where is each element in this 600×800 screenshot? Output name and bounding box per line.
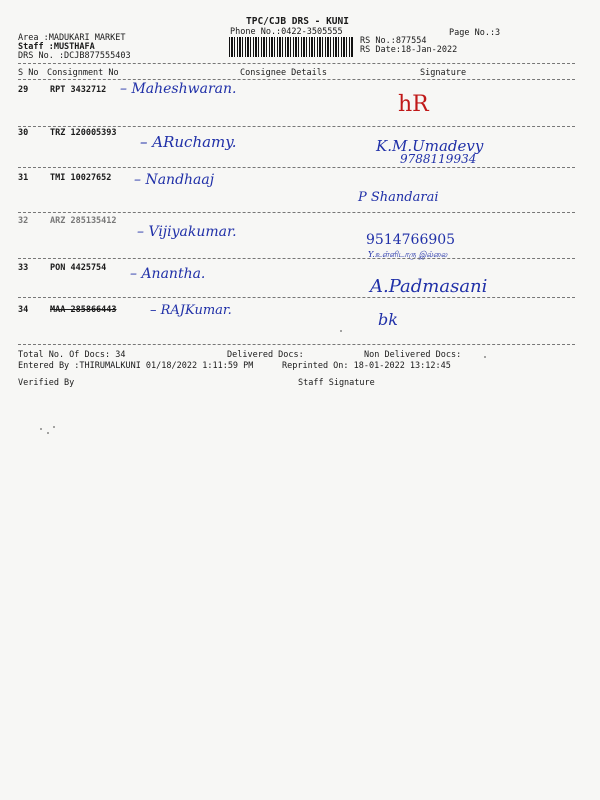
signature-handwriting: hR bbox=[398, 92, 429, 117]
signature-handwriting: bk bbox=[378, 310, 398, 329]
col-sno: S No bbox=[18, 68, 39, 78]
row-consignment: MAA 285866443 bbox=[50, 305, 117, 315]
row-sno: 33 bbox=[18, 263, 29, 273]
scan-speck bbox=[484, 356, 486, 358]
col-consignment: Consignment No bbox=[47, 68, 119, 78]
row-consignment: TMI 10027652 bbox=[50, 173, 112, 183]
barcode bbox=[229, 37, 354, 57]
row-sno: 32 bbox=[18, 216, 29, 226]
staff-signature: Staff Signature bbox=[298, 378, 375, 388]
divider bbox=[18, 79, 575, 80]
consignee-handwriting: – RAJKumar. bbox=[150, 303, 232, 318]
consignee-handwriting: – Maheshwaran. bbox=[120, 81, 237, 97]
col-consignee: Consignee Details bbox=[240, 68, 327, 78]
area-label: Area :MADUKARI MARKET bbox=[18, 33, 126, 43]
verified-by: Verified By bbox=[18, 378, 75, 388]
divider bbox=[18, 126, 575, 127]
divider bbox=[18, 344, 575, 345]
reprinted-on: Reprinted On: 18-01-2022 13:12:45 bbox=[282, 361, 451, 371]
row-sno: 34 bbox=[18, 305, 29, 315]
total-docs: Total No. Of Docs: 34 bbox=[18, 350, 126, 360]
scan-speck bbox=[40, 428, 42, 430]
signature-note: Y.உள்ளிடாரு இல்லை bbox=[368, 250, 448, 259]
rs-date: RS Date:18-Jan-2022 bbox=[360, 45, 458, 55]
scan-speck bbox=[47, 432, 49, 434]
rs-number: RS No.:877554 bbox=[360, 36, 427, 46]
row-consignment: ARZ 285135412 bbox=[50, 216, 117, 226]
staff-label: Staff :MUSTHAFA bbox=[18, 42, 95, 52]
drs-title: TPC/CJB DRS - KUNI bbox=[246, 16, 349, 27]
row-consignment: PON 4425754 bbox=[50, 263, 107, 273]
col-signature: Signature bbox=[420, 68, 467, 78]
drs-number: DRS No. :DCJB877555403 bbox=[18, 51, 131, 61]
row-sno: 31 bbox=[18, 173, 29, 183]
divider bbox=[18, 297, 575, 298]
page-number: Page No.:3 bbox=[449, 28, 501, 38]
consignee-handwriting: – Nandhaaj bbox=[134, 172, 215, 188]
consignee-handwriting: – Vijiyakumar. bbox=[137, 224, 237, 240]
row-sno: 30 bbox=[18, 128, 29, 138]
signature-handwriting: K.M.Umadevy bbox=[376, 137, 484, 155]
divider bbox=[18, 258, 575, 259]
phone-number: Phone No.:0422-3505555 bbox=[230, 27, 343, 37]
consignee-handwriting: – ARuchamy. bbox=[140, 133, 237, 151]
scan-speck bbox=[340, 330, 342, 332]
signature-handwriting: P Shandarai bbox=[358, 190, 439, 205]
divider bbox=[18, 167, 575, 168]
divider bbox=[18, 212, 575, 213]
divider bbox=[18, 63, 575, 64]
signature-handwriting: A.Padmasani bbox=[370, 276, 488, 297]
row-consignment: RPT 3432712 bbox=[50, 85, 107, 95]
consignee-handwriting: – Anantha. bbox=[130, 266, 206, 282]
signature-note: 9788119934 bbox=[400, 152, 477, 166]
row-consignment: TRZ 120005393 bbox=[50, 128, 117, 138]
scan-speck bbox=[53, 426, 55, 428]
row-sno: 29 bbox=[18, 85, 29, 95]
signature-handwriting: 9514766905 bbox=[366, 232, 456, 248]
delivered-docs: Delivered Docs: bbox=[227, 350, 304, 360]
entered-by: Entered By :THIRUMALKUNI 01/18/2022 1:11:59 PM bbox=[18, 361, 254, 371]
non-delivered-docs: Non Delivered Docs: bbox=[364, 350, 462, 360]
